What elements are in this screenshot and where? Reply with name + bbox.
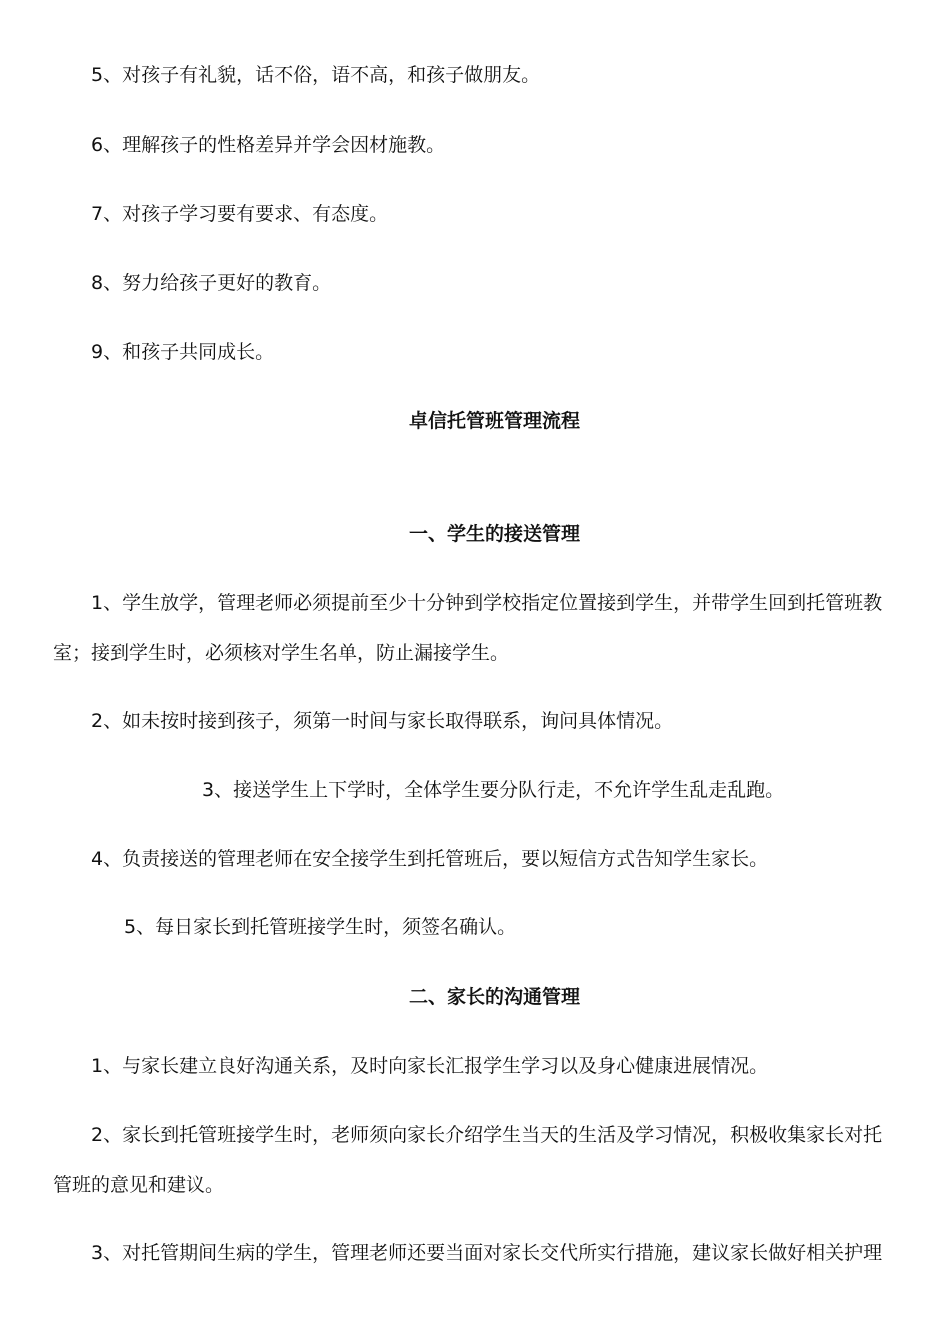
list-item-6: 6、理解孩子的性格差异并学会因材施教。 bbox=[91, 134, 446, 156]
list-item-9: 9、和孩子共同成长。 bbox=[91, 341, 275, 363]
section1-paragraph5: 5、每日家长到托管班接学生时，须签名确认。 bbox=[124, 916, 517, 938]
list-item-8: 8、努力给孩子更好的教育。 bbox=[91, 272, 332, 294]
section1-paragraph4: 4、负责接送的管理老师在安全接学生到托管班后，要以短信方式告知学生家长。 bbox=[91, 848, 769, 870]
section2-paragraph2-line1: 2、家长到托管班接学生时，老师须向家长介绍学生当天的生活及学习情况，积极收集家长对托 bbox=[91, 1124, 883, 1146]
section1-paragraph3: 3、接送学生上下学时，全体学生要分队行走，不允许学生乱走乱跑。 bbox=[202, 779, 785, 801]
section2-paragraph3-line1: 3、对托管期间生病的学生，管理老师还要当面对家长交代所实行措施，建议家长做好相关护理 bbox=[91, 1242, 883, 1264]
section1-paragraph2: 2、如未按时接到孩子，须第一时间与家长取得联系，询问具体情况。 bbox=[91, 710, 674, 732]
list-item-5: 5、对孩子有礼貌，话不俗，语不高，和孩子做朋友。 bbox=[91, 64, 541, 86]
section2-paragraph1: 1、与家长建立良好沟通关系，及时向家长汇报学生学习以及身心健康进展情况。 bbox=[91, 1055, 769, 1077]
section2-heading: 二、家长的沟通管理 bbox=[409, 986, 581, 1008]
list-item-7: 7、对孩子学习要有要求、有态度。 bbox=[91, 203, 389, 225]
document-title: 卓信托管班管理流程 bbox=[409, 410, 581, 432]
section1-paragraph1-line1: 1、学生放学，管理老师必须提前至少十分钟到学校指定位置接到学生，并带学生回到托管班教 bbox=[91, 592, 883, 614]
section1-heading: 一、学生的接送管理 bbox=[409, 523, 581, 545]
section1-paragraph1-line2: 室；接到学生时，必须核对学生名单，防止漏接学生。 bbox=[53, 642, 510, 664]
section2-paragraph2-line2: 管班的意见和建议。 bbox=[53, 1174, 225, 1196]
